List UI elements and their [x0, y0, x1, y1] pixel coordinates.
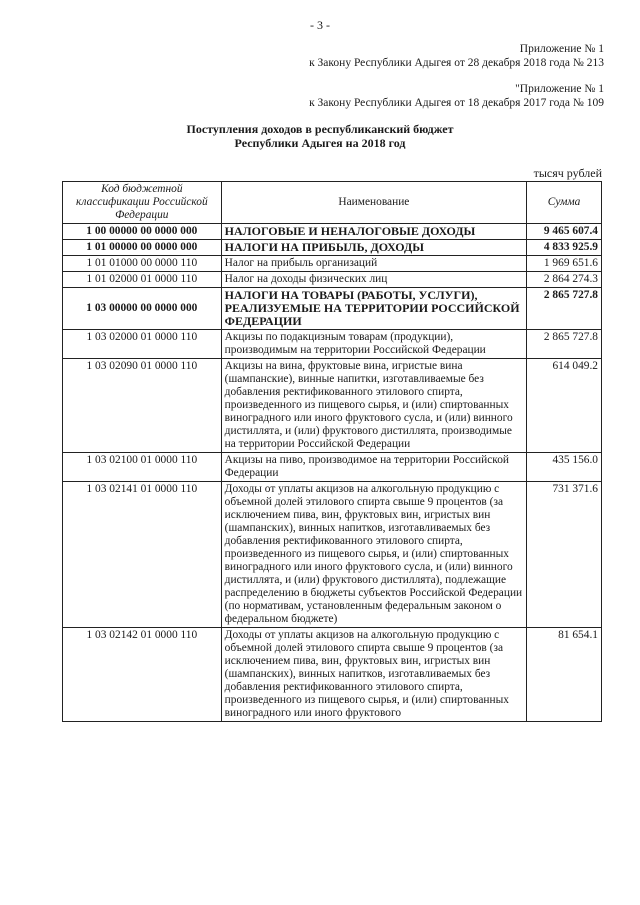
row-code: 1 00 00000 00 0000 000: [63, 224, 222, 240]
revenue-table: [62, 181, 602, 722]
table-row: [63, 359, 602, 453]
appendix-note-current-line2: к Закону Республики Адыгея от 28 декабря 2018 года № 213: [309, 57, 604, 69]
row-code: 1 03 02142 01 0000 110: [63, 628, 222, 722]
table-row: [63, 272, 602, 288]
row-name: Акцизы по подакцизным товарам (продукции), производимым на территории Российской Федерации: [221, 330, 526, 359]
document-title: [0, 122, 640, 150]
header-code: Код бюджетной классификации Российской Федерации: [63, 182, 222, 224]
table-row: [63, 240, 602, 256]
row-sum: 4 833 925.9: [527, 240, 602, 256]
row-code: 1 03 00000 00 0000 000: [63, 288, 222, 330]
header-name: Наименование: [221, 182, 526, 224]
row-name: НАЛОГИ НА ПРИБЫЛЬ, ДОХОДЫ: [221, 240, 526, 256]
appendix-note-current: [309, 42, 604, 70]
row-name: Акцизы на вина, фруктовые вина, игристые вина (шампанские), винные напитки, изготавливаемые без добавления ректификованного этилового спирта, произведенного из пищевого сырья, и (или) спиртованных виноградного или иного фруктового сусла, и (или) винного дистиллята, и (или) фруктового дистиллята, производимые на территории Российской Федерации: [221, 359, 526, 453]
row-sum: 9 465 607.4: [527, 224, 602, 240]
row-sum: 81 654.1: [527, 628, 602, 722]
table-row: [63, 453, 602, 482]
document-title-line1: Поступления доходов в республиканский бюджет: [186, 122, 454, 136]
table-row: [63, 224, 602, 240]
appendix-note-current-line1: Приложение № 1: [519, 43, 604, 55]
row-name: Доходы от уплаты акцизов на алкогольную продукцию с объемной долей этилового спирта свыше 9 процентов (за исключением пива, вин, фруктовых вин, игристых вин (шампанских), винных напитков, изготавливаемых без добавления ректификованного этилового спирта, произведенного из пищевого сырья, и (или) спиртованных виноградного или иного фруктового: [221, 628, 526, 722]
row-sum: 2 865 727.8: [527, 330, 602, 359]
row-code: 1 01 02000 01 0000 110: [63, 272, 222, 288]
row-name: Налог на прибыль организаций: [221, 256, 526, 272]
table-row: [63, 628, 602, 722]
row-sum: 435 156.0: [527, 453, 602, 482]
row-code: 1 03 02141 01 0000 110: [63, 482, 222, 628]
table-row: [63, 256, 602, 272]
row-sum: 731 371.6: [527, 482, 602, 628]
table-row: [63, 330, 602, 359]
document-title-line2: Республики Адыгея на 2018 год: [234, 136, 406, 150]
row-name: Акцизы на пиво, производимое на территории Российской Федерации: [221, 453, 526, 482]
row-name: НАЛОГОВЫЕ И НЕНАЛОГОВЫЕ ДОХОДЫ: [221, 224, 526, 240]
row-code: 1 03 02090 01 0000 110: [63, 359, 222, 453]
row-name: НАЛОГИ НА ТОВАРЫ (РАБОТЫ, УСЛУГИ), РЕАЛИЗУЕМЫЕ НА ТЕРРИТОРИИ РОССИЙСКОЙ ФЕДЕРАЦИИ: [221, 288, 526, 330]
row-sum: 2 864 274.3: [527, 272, 602, 288]
row-code: 1 03 02000 01 0000 110: [63, 330, 222, 359]
row-sum: 1 969 651.6: [527, 256, 602, 272]
units-label: тысяч рублей: [533, 166, 602, 180]
table-row: [63, 288, 602, 330]
appendix-note-previous-line2: к Закону Республики Адыгея от 18 декабря 2017 года № 109: [309, 97, 604, 109]
table-header-row: [63, 182, 602, 224]
row-code: 1 03 02100 01 0000 110: [63, 453, 222, 482]
appendix-note-previous-line1: "Приложение № 1: [515, 83, 604, 95]
row-code: 1 01 00000 00 0000 000: [63, 240, 222, 256]
header-sum: Сумма: [527, 182, 602, 224]
row-sum: 614 049.2: [527, 359, 602, 453]
row-code: 1 01 01000 00 0000 110: [63, 256, 222, 272]
row-name: Налог на доходы физических лиц: [221, 272, 526, 288]
row-sum: 2 865 727.8: [527, 288, 602, 330]
page-number: - 3 -: [310, 18, 330, 32]
table-row: [63, 482, 602, 628]
row-name: Доходы от уплаты акцизов на алкогольную продукцию с объемной долей этилового спирта свыше 9 процентов (за исключением пива, вин, фруктовых вин, игристых вин (шампанских), винных напитков, изготавливаемых без добавления ректификованного этилового спирта, произведенного из пищевого сырья, и (или) спиртованных виноградного или иного фруктового сусла, и (или) винного дистиллята, и (или) фруктового дистиллята), подлежащие распределению в бюджеты субъектов Российской Федерации (по нормативам, установленным федеральным законом о федеральном бюджете): [221, 482, 526, 628]
appendix-note-previous: [309, 82, 604, 110]
